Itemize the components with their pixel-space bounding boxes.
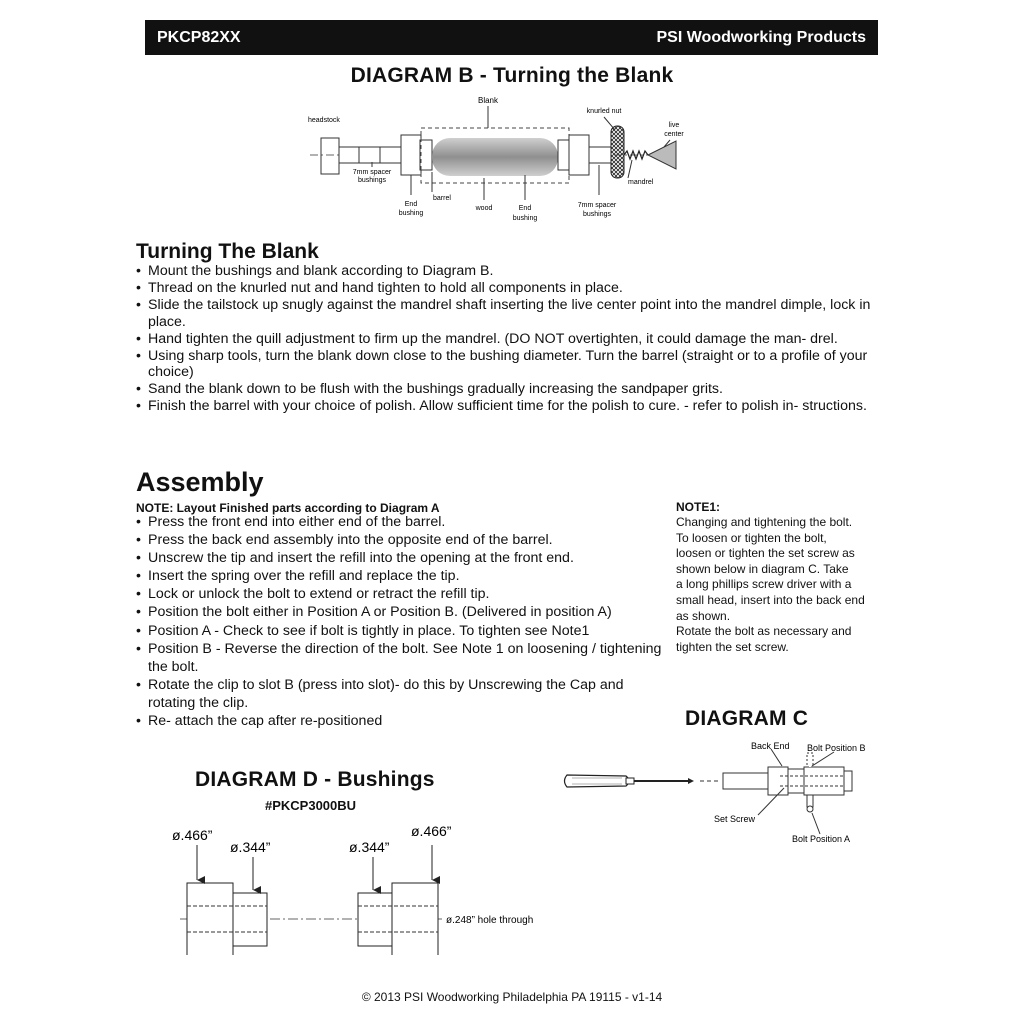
assembly-list — [136, 513, 671, 730]
diagram-d-figure — [165, 815, 555, 955]
list-item: • Position A - Check to see if bolt is tightly in place. To tighten see Note1 — [136, 622, 671, 640]
label-mandrel: mandrel — [628, 179, 654, 186]
note1-line: Rotate the bolt as necessary and — [676, 624, 852, 639]
product-code: PKCP82XX — [157, 28, 241, 46]
label-live-center-2: center — [664, 131, 684, 138]
list-item: • Sand the blank down to be flush with the bushings gradually increasing the sandpaper grits. — [136, 381, 896, 398]
label-end-bushing-left-2: bushing — [398, 210, 424, 217]
label-headstock: headstock — [308, 117, 340, 124]
header-bar — [145, 20, 878, 55]
note1-line: Changing and tightening the bolt. — [676, 515, 853, 529]
list-item: • Hand tighten the quill adjustment to firm up the mandrel. (DO NOT overtighten, it could damage the man- drel. — [136, 331, 896, 348]
left-end-bushing — [401, 135, 421, 175]
label-live-center-1: live — [668, 122, 680, 129]
list-item: • Unscrew the tip and insert the refill into the opening at the front end. — [136, 549, 671, 567]
note1-line: as shown. — [676, 608, 731, 623]
list-item: • Position the bolt either in Position A or Position B. (Delivered in position A) — [136, 603, 671, 621]
label-set-screw: Set Screw — [714, 814, 756, 824]
list-item: • Re- attach the cap after re-positioned — [136, 712, 671, 730]
label-back-end: Back End — [751, 741, 790, 751]
label-wood: wood — [475, 205, 493, 212]
diagram-b-figure — [300, 90, 700, 230]
footer-copyright: © 2013 PSI Woodworking Philadelphia PA 19115 - v1-14 — [361, 990, 663, 1004]
note1-text — [676, 515, 896, 655]
label-blank: Blank — [477, 96, 499, 105]
note1-line: loosen or tighten the set screw as — [676, 546, 855, 561]
label-left-small-dia: ø.344” — [230, 839, 271, 855]
label-spacer-right-2: bushings — [582, 211, 612, 218]
wood-blank — [432, 138, 558, 176]
list-item: • Slide the tailstock up snugly against the mandrel shaft inserting the live center point into the mandrel dimple, lock in place. — [136, 297, 896, 331]
label-end-bushing-right-2: bushing — [512, 215, 538, 222]
label-bolt-position-b: Bolt Position B — [807, 743, 866, 753]
company-name: PSI Woodworking Products — [656, 28, 866, 46]
list-item: • Press the front end into either end of the barrel. — [136, 513, 671, 531]
label-spacer-left-1: 7mm spacer — [352, 169, 392, 176]
list-item: • Thread on the knurled nut and hand tighten to hold all components in place. — [136, 280, 896, 297]
note1-line: tighten the set screw. — [676, 639, 789, 654]
label-right-small-dia: ø.344” — [349, 839, 390, 855]
label-spacer-right-1: 7mm spacer — [577, 202, 617, 209]
screwdriver-handle — [565, 775, 630, 787]
diagram-c-title: DIAGRAM C — [685, 707, 809, 730]
list-item: • Lock or unlock the bolt to extend or retract the refill tip. — [136, 585, 671, 603]
assembly-note: NOTE: Layout Finished parts according to Diagram A — [136, 501, 440, 515]
list-item: • Rotate the clip to slot B (press into slot)- do this by Unscrewing the Cap and rotating the clip. — [136, 676, 671, 712]
label-right-large-dia: ø.466” — [411, 823, 452, 839]
left-spacer-bushings — [339, 147, 401, 163]
label-hole-through: ø.248” hole through — [446, 915, 534, 926]
live-center — [648, 141, 676, 169]
diagram-b-title: DIAGRAM B - Turning the Blank — [350, 64, 674, 87]
list-item: • Using sharp tools, turn the blank down close to the bushing diameter. Turn the barrel (straight or to a profile of your choice) — [136, 348, 896, 382]
turning-list — [136, 263, 896, 415]
left-bushing-large — [187, 883, 233, 955]
list-item: • Finish the barrel with your choice of polish. Allow sufficient time for the polish to cure. - refer to polish in- structions. — [136, 398, 896, 415]
label-bolt-position-a: Bolt Position A — [792, 834, 851, 844]
assembly-title: Assembly — [136, 467, 264, 497]
turning-title: Turning The Blank — [136, 240, 319, 263]
label-spacer-left-2: bushings — [357, 177, 387, 184]
diagram-d-title: DIAGRAM D - Bushings — [195, 768, 435, 791]
note1-line: a long phillips screw driver with a — [676, 577, 852, 592]
diagram-c-figure — [555, 735, 885, 850]
note1-line: small head, insert into the back end — [676, 592, 865, 607]
label-end-bushing-left-1: End — [404, 201, 418, 208]
label-end-bushing-right-1: End — [518, 205, 532, 212]
list-item: • Press the back end assembly into the opposite end of the barrel. — [136, 531, 671, 549]
note1-title: NOTE1: — [676, 500, 721, 514]
knurled-nut — [611, 126, 624, 178]
back-end-body — [723, 773, 768, 789]
right-end-bushing — [569, 135, 589, 175]
label-left-large-dia: ø.466” — [172, 827, 213, 843]
right-bushing-small — [358, 893, 392, 946]
right-bushing-large — [392, 883, 438, 955]
list-item: • Mount the bushings and blank according to Diagram B. — [136, 263, 896, 280]
list-item: • Insert the spring over the refill and replace the tip. — [136, 567, 671, 585]
right-spacer-bushings — [589, 147, 611, 163]
left-bushing-small — [233, 893, 267, 946]
headstock-shape — [321, 138, 339, 174]
label-knurled-nut: knurled nut — [586, 108, 622, 115]
label-barrel: barrel — [433, 195, 451, 202]
diagram-d-part-number: #PKCP3000BU — [265, 798, 357, 813]
list-item: • Position B - Reverse the direction of the bolt. See Note 1 on loosening / tightening the bolt. — [136, 640, 671, 676]
note1-line: To loosen or tighten the bolt, — [676, 530, 827, 545]
note1-line: shown below in diagram C. Take — [676, 561, 849, 576]
